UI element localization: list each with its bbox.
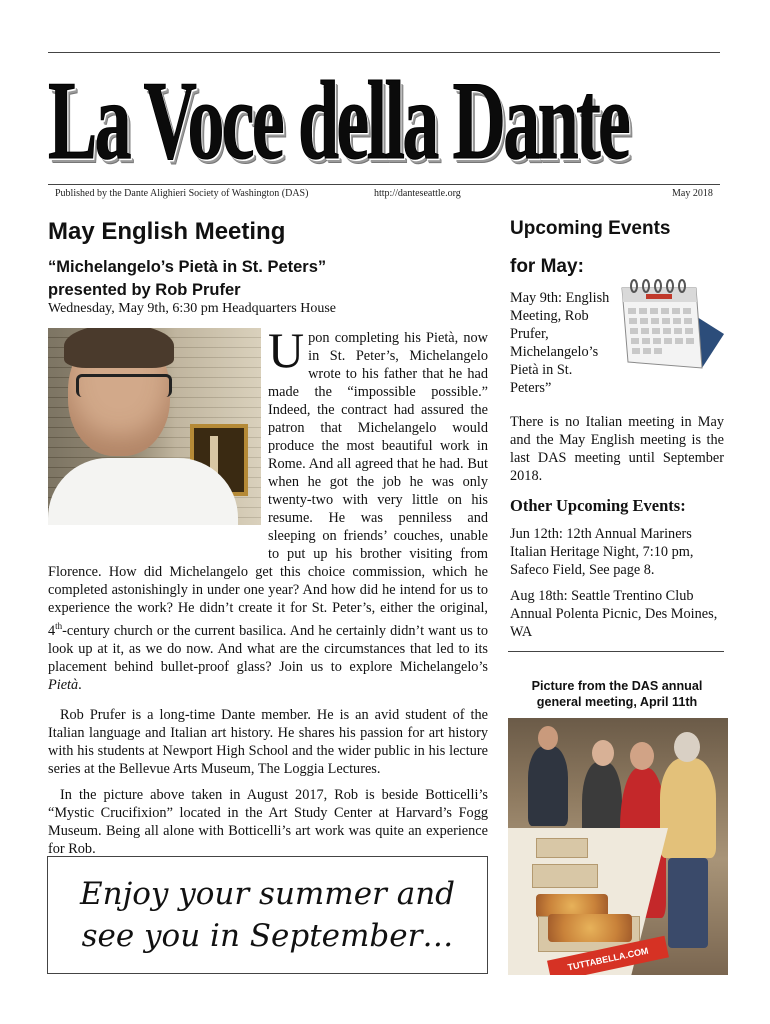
p1-superscript: th	[55, 621, 63, 631]
calendar-month-label	[646, 294, 672, 299]
summer-line2: see you in September…	[81, 918, 454, 954]
p1-part-b: -century church or the current basilica. And he certainly didn’t want us to look up at it, as we do now. And what are the circumstances that led to its placement behind bullet-proof glass? Join us to explore Michelangelo’s	[48, 622, 488, 675]
subheading-line2: presented by Rob Prufer	[48, 281, 241, 299]
p1-end: .	[78, 676, 82, 693]
article-subheading	[48, 256, 488, 302]
top-rule	[48, 52, 720, 53]
masthead-title: La Voce della Dante	[48, 59, 629, 183]
article-paragraph-3: In the picture above taken in August 2017, Rob is beside Botticelli’s “Mystic Crucifixion” located in the Art Study Center at Harvard’s Fogg Museum. Being all alone with Botticelli’s art work was quite an experience for Rob.	[48, 786, 488, 857]
calendar-icon	[616, 276, 726, 372]
photo-head-2	[592, 740, 614, 766]
meeting-photo	[508, 718, 728, 975]
pizza-box-2	[532, 864, 598, 888]
photo-person-4	[660, 758, 716, 858]
article-paragraph-2: Rob Prufer is a long-time Dante member. He is an avid student of the Italian language and Italian art history. He shares his passion for art history with his students at Newport High School and the wider public in his lecture series at the Bellevue Arts Museum, The Loggia Lectures.	[48, 706, 488, 777]
photo-person-4-legs	[668, 858, 708, 948]
caption-line1: Picture from the DAS annual	[531, 679, 703, 693]
event-aug-18: Aug 18th: Seattle Trentino Club Annual Polenta Picnic, Des Moines, WA	[510, 588, 718, 640]
drop-cap: U	[268, 322, 305, 378]
summer-message-box	[47, 856, 488, 974]
masthead-rule	[48, 184, 720, 185]
p1-italic: Pietà	[48, 676, 79, 693]
upcoming-heading-line1: Upcoming Events	[510, 218, 671, 239]
tuttabella-box-label: TUTTABELLA.COM	[547, 936, 669, 975]
pizza-2	[548, 914, 632, 942]
article-dateline: Wednesday, May 9th, 6:30 pm Headquarters House	[48, 301, 337, 316]
photo-float-spacer	[48, 329, 268, 548]
article-body	[48, 322, 488, 866]
right-column-rule	[508, 651, 724, 652]
photo-head-3	[630, 742, 654, 770]
published-by: Published by the Dante Alighieri Society of Washington (DAS)	[55, 188, 309, 199]
other-events-heading: Other Upcoming Events:	[510, 496, 686, 515]
photo-head-4	[674, 732, 700, 762]
caption-line2: general meeting, April 11th	[536, 695, 698, 709]
subheading-line1: “Michelangelo’s Pietà in St. Peters”	[48, 258, 327, 276]
event-jun-12: Jun 12th: 12th Annual Mariners Italian Heritage Night, 7:10 pm, Safeco Field, See page 8.	[510, 526, 694, 578]
article-heading: May English Meeting	[48, 218, 286, 245]
meeting-photo-caption	[510, 678, 724, 710]
issue-date: May 2018	[672, 188, 713, 199]
upcoming-heading-line2: for May:	[510, 256, 584, 277]
photo-head-1	[538, 726, 558, 750]
pizza-box-1	[536, 838, 588, 858]
site-url[interactable]: http://danteseattle.org	[374, 188, 461, 199]
photo-person-1	[528, 746, 568, 826]
summer-line1: Enjoy your summer and	[79, 876, 456, 912]
event-may-9: May 9th: English Meeting, Rob Prufer, Michelangelo’s Pietà in St. Peters”	[510, 290, 610, 396]
p1-part-a: pon completing his Pietà, now in St. Peter’s, Michelangelo wrote to his father that he had made the “impossible possible.” Indeed, the contract had assured the patron that Michelangelo would produce the most beautiful work in Rome. And all agreed that he had. But when he got the job he was only twenty-two with very little on his resume. He was penniless and sleeping on friends’ couches, unable to put up his brother visiting from Florence. How did Michelangelo get this choice commission, which he completed astonishingly in under one year? And how did he intend for us to experience the work? He didn’t create it for St. Peter’s, either the original, 4	[48, 330, 488, 639]
no-italian-meeting-note: There is no Italian meeting in May and the May English meeting is the last DAS meeting until September 2018.	[510, 414, 724, 484]
